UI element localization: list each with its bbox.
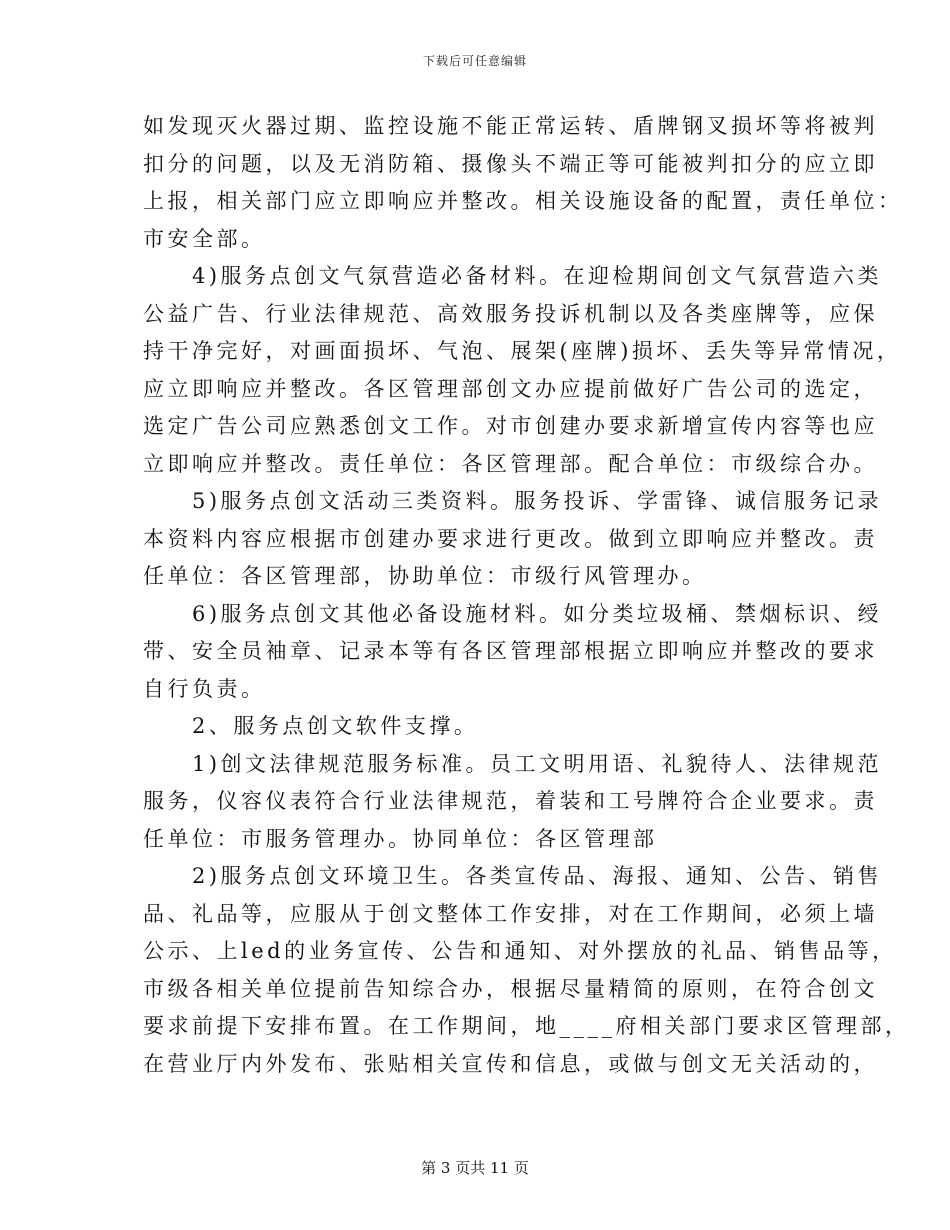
text-line: 带、安全员袖章、记录本等有各区管理部根据立即响应并整改的要求: [143, 639, 878, 663]
document-body: [143, 108, 910, 1083]
text-line: 上报，相关部门应立即响应并整改。相关设施设备的配置，责任单位：: [143, 189, 903, 213]
text-line: 在营业厅内外发布、张贴相关宣传和信息，或做与创文无关活动的，: [143, 1051, 878, 1076]
page-footer: 第 3 页共 11 页: [421, 1159, 529, 1177]
text-line: 持干净完好，对画面损坏、气泡、展架(座牌)损坏、丢失等异常情况，: [143, 339, 902, 363]
text-line: 任单位：各区管理部，协助单位：市级行风管理办。: [143, 564, 707, 588]
text-line: 2)服务点创文环境卫生。各类宣传品、海报、通知、公告、销售: [143, 864, 883, 888]
text-line: 任单位：市服务管理办。协同单位：各区管理部: [143, 826, 658, 851]
text-line: 公示、上led的业务宣传、公告和通知、对外摆放的礼品、销售品等，: [143, 939, 897, 963]
text-line: 要求前提下安排布置。在工作期间，地____府相关部门要求区管理部，: [143, 1014, 910, 1038]
text-line: 1)创文法律规范服务标准。员工文明用语、礼貌待人、法律规范: [143, 751, 883, 776]
text-line: 市级各相关单位提前告知综合办，根据尽量精简的原则，在符合创文: [143, 976, 878, 1001]
text-line: 6)服务点创文其他必备设施材料。如分类垃圾桶、禁烟标识、绶: [143, 601, 883, 626]
text-line: 公益广告、行业法律规范、高效服务投诉机制以及各类座牌等，应保: [143, 301, 878, 326]
text-line: 本资料内容应根据市创建办要求进行更改。做到立即响应并整改。责: [143, 526, 878, 551]
section-heading: 2、服务点创文软件支撑。: [143, 714, 479, 738]
text-line: 市安全部。: [143, 226, 266, 251]
text-line: 品、礼品等，应服从于创文整体工作安排，对在工作期间，必须上墙: [143, 901, 878, 926]
text-line: 选定广告公司应熟悉创文工作。对市创建办要求新增宣传内容等也应: [143, 414, 878, 438]
page-header: 下载后可任意编辑: [422, 54, 527, 68]
text-line: 应立即响应并整改。各区管理部创文办应提前做好广告公司的选定，: [143, 376, 878, 401]
text-line: 如发现灭火器过期、监控设施不能正常运转、盾牌钢叉损坏等将被判: [143, 114, 878, 138]
text-line: 服务，仪容仪表符合行业法律规范，着装和工号牌符合企业要求。责: [143, 789, 878, 813]
text-line: 4)服务点创文气氛营造必备材料。在迎检期间创文气氛营造六类: [143, 264, 883, 288]
text-line: 5)服务点创文活动三类资料。服务投诉、学雷锋、诚信服务记录: [143, 489, 883, 513]
text-line: 扣分的问题，以及无消防箱、摄像头不端正等可能被判扣分的应立即: [143, 151, 878, 176]
text-line: 自行负责。: [143, 676, 266, 701]
text-line: 立即响应并整改。责任单位：各区管理部。配合单位：市级综合办。: [143, 451, 878, 476]
